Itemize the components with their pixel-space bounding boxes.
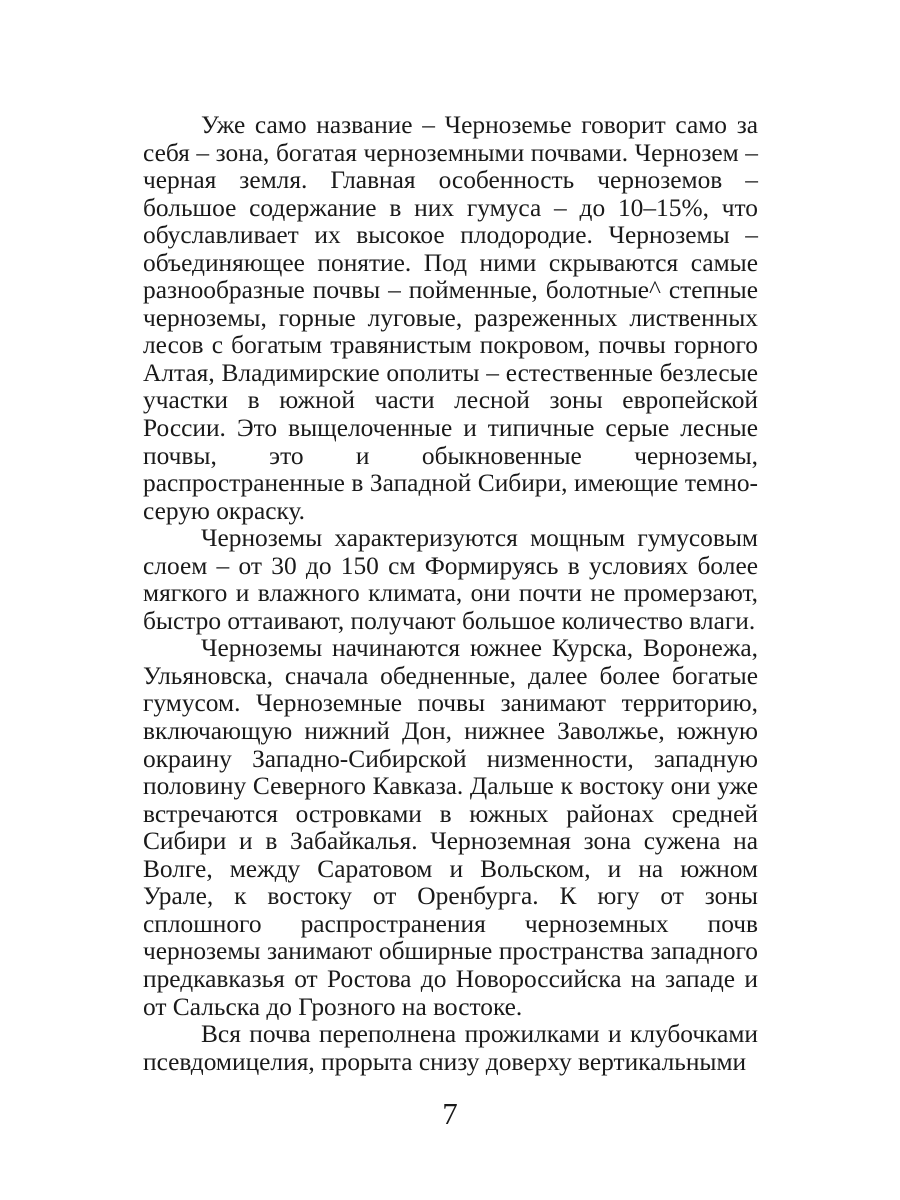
paragraph-humus-layer: Черноземы характеризуются мощным гумусовым слоем – от 30 до 150 см Формируясь в условиях более мягкого и влажного климата, они почти не промерзают, быстро оттаивают, получают большое количество влаги. <box>143 524 758 635</box>
page-body <box>143 112 758 1076</box>
paragraph-chernozem-name: Уже само название – Черноземье говорит само за себя – зона, богатая черноземными почвами. Чернозем – черная земля. Главная особенность черноземов – большое содержание в них гумуса – до 10–15%, что обуславливает их высокое плодородие. Черноземы – объединяющее понятие. Под ними скрываются самые разнообразные почвы – пойменные, болотные^ степные черноземы, горные луговые, разреженных лиственных лесов с богатым травянистым покровом, почвы горного Алтая, Владимирские ополиты – естественные безлесые участки в южной части лесной зоны европейской России. Это выщелоченные и типичные серые лесные почвы, это и обыкновенные черноземы, распространенные в Западной Сибири, имеющие темно-серую окраску. <box>143 111 758 525</box>
page-number: 7 <box>442 1096 458 1131</box>
paragraph-pseudomycelium: Вся почва переполнена прожилками и клубочками псевдомицелия, прорыта снизу доверху вертикальными <box>143 1020 758 1076</box>
paragraph-distribution: Черноземы начинаются южнее Курска, Воронежа, Ульяновска, сначала обедненные, далее более богатые гумусом. Черноземные почвы занимают территорию, включающую нижний Дон, нижнее Заволжье, южную окраину Западно-Сибирской низменности, западную половину Северного Кавказа. Дальше к востоку они уже встречаются островками в южных районах средней Сибири и в Забайкалья. Черноземная зона сужена на Волге, между Саратовом и Вольском, и на южном Урале, к востоку от Оренбурга. К югу от зоны сплошного распространения черноземных почв черноземы занимают обширные пространства западного предкавказья от Ростова до Новороссийска на западе и от Сальска до Грозного на востоке. <box>143 634 758 1021</box>
